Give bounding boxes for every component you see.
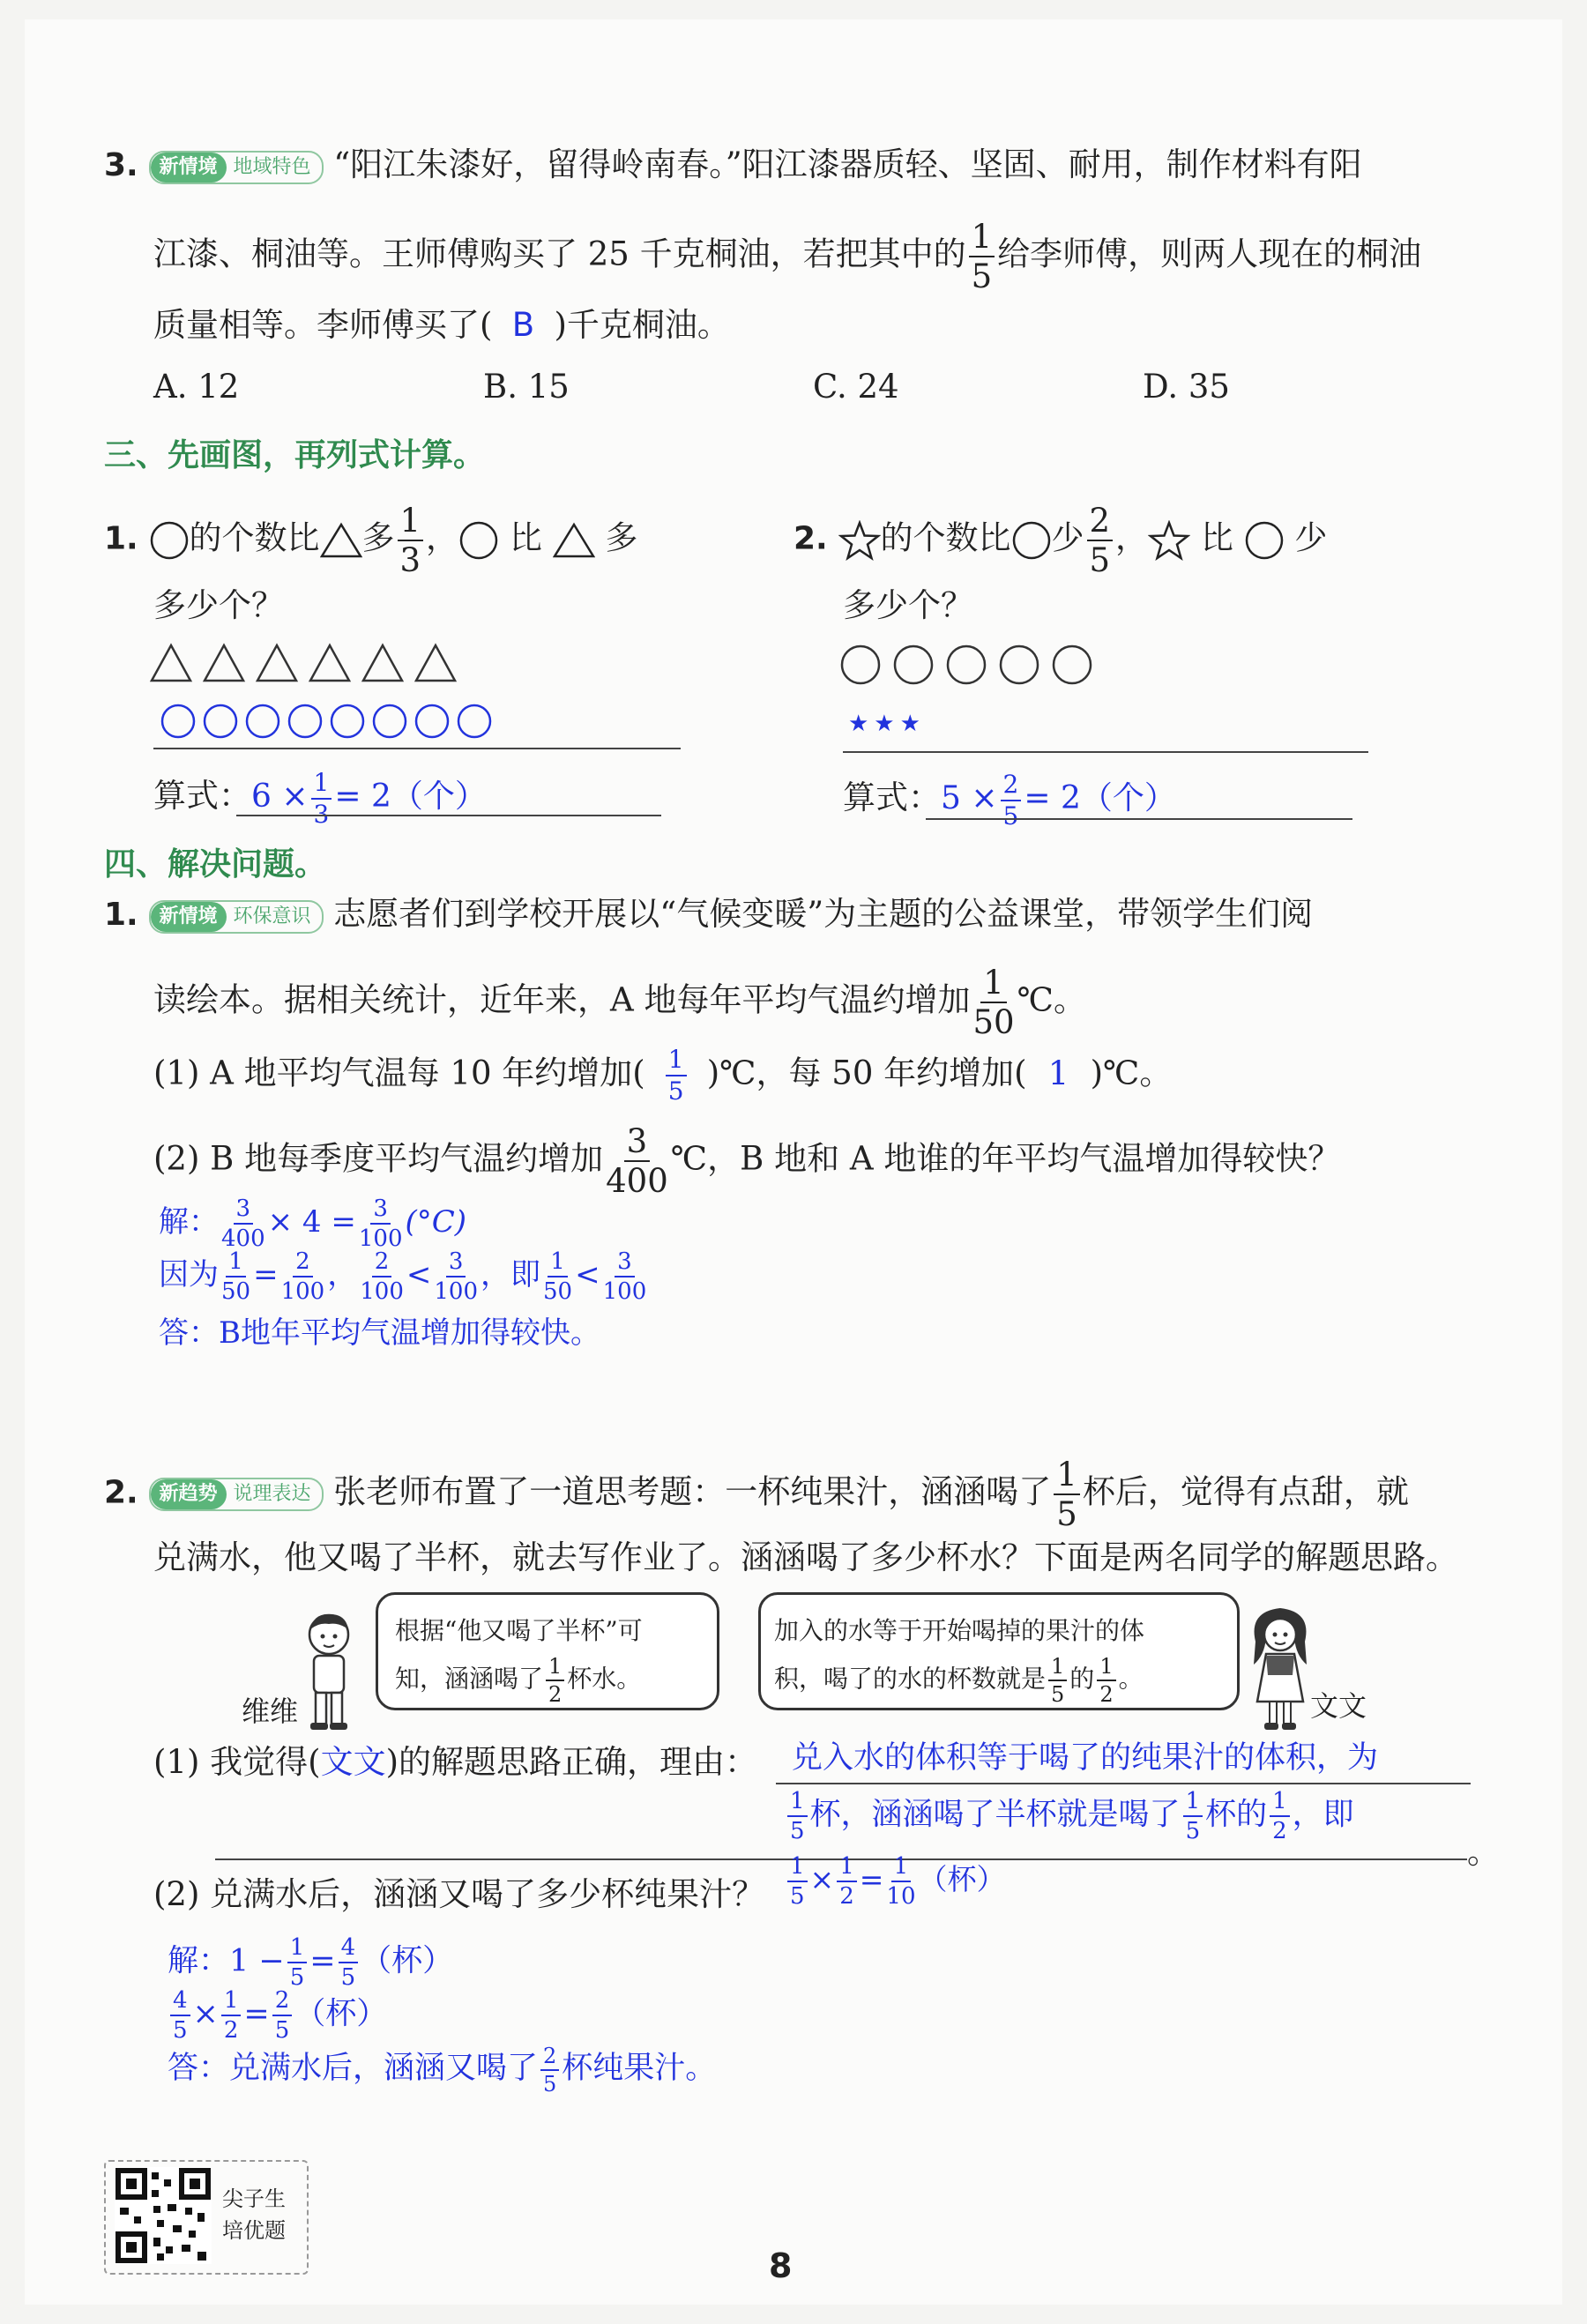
q42-solution-1: 解：1 − $\frac{1}{5}$ = $\frac{4}{5}$ （杯） bbox=[168, 1934, 454, 1991]
triangle-icon bbox=[205, 645, 243, 681]
circle-icon bbox=[1054, 646, 1091, 683]
q42-line2: 兑满水，他又喝了半杯，就去写作业了。涵涵喝了多少杯水？下面是两名同学的解题思路。 bbox=[153, 1538, 1458, 1576]
boy-illustration bbox=[300, 1610, 358, 1733]
circle-icon bbox=[149, 520, 190, 561]
p1-line1: 1. 的个数比 多 $\frac{1}{3}$ ， 比 多 bbox=[104, 502, 638, 579]
question-number: 3. bbox=[104, 147, 138, 183]
circle-icon bbox=[162, 705, 194, 737]
q42-reason-1: 兑入水的体积等于喝了的纯果汁的体积，为 bbox=[792, 1740, 1379, 1776]
p2-circles bbox=[839, 644, 1104, 688]
p2-stars: ★★★ bbox=[848, 711, 926, 737]
p1-draw-line bbox=[153, 748, 681, 749]
p2-line1: 2. 的个数比 少 $\frac{2}{5}$ ， 比 少 bbox=[794, 502, 1328, 579]
section-title-4: 四、解决问题。 bbox=[104, 846, 327, 883]
star-icon bbox=[1148, 520, 1190, 561]
answer-name: 文文 bbox=[320, 1743, 386, 1781]
q3-option-d: D. 35 bbox=[1143, 368, 1230, 406]
answer-value: 1 bbox=[1047, 1054, 1069, 1092]
q41-sub2: (2) B 地每季度平均气温约增加 $\frac{3}{400}$ ℃，B 地和 A 地谁的年平均气温增加得较快？ bbox=[153, 1122, 1341, 1200]
p1-line2: 多少个？ bbox=[153, 586, 284, 624]
name-left: 维维 bbox=[242, 1695, 299, 1728]
circle-icon bbox=[895, 646, 932, 683]
p1-circles bbox=[159, 702, 503, 742]
tag-new-trend: 新趋势 说理表达 bbox=[149, 1478, 324, 1511]
circle-icon bbox=[842, 646, 879, 683]
answer-choice: B bbox=[511, 306, 535, 344]
p1-formula: 算式：6 × $\frac{1}{3}$ = 2（个） bbox=[153, 768, 487, 829]
q3-line3: 质量相等。李师傅买了( B )千克桐油。 bbox=[153, 306, 730, 344]
q41-sub1: (1) A 地平均气温每 10 年约增加( $\frac{1}{5}$ )℃，每 50 年约增加( 1 )℃。 bbox=[153, 1045, 1173, 1106]
circle-icon bbox=[948, 646, 985, 683]
fraction: $\frac{1}{5}$ bbox=[969, 220, 995, 293]
circle-icon bbox=[205, 705, 236, 737]
q42-solution-2: $\frac{4}{5}$ × $\frac{1}{2}$ = $\frac{2}{5}$ （杯） bbox=[168, 1989, 387, 2042]
q3-option-a: A. 12 bbox=[153, 368, 240, 406]
q42-reason-3: $\frac{1}{5}$ × $\frac{1}{2}$ = $\frac{1}{10}$ （杯） bbox=[785, 1855, 1006, 1908]
circle-icon bbox=[374, 705, 406, 737]
period: 。 bbox=[1467, 1833, 1500, 1871]
tag-new-context: 新情境 环保意识 bbox=[149, 900, 324, 934]
triangle-icon bbox=[553, 522, 595, 559]
p1-formula-line bbox=[236, 815, 661, 816]
q41-line1: 1. 新情境 环保意识 志愿者们到学校开展以“气候变暖”为主题的公益课堂，带领学生们阅 bbox=[104, 895, 1314, 933]
triangle-icon bbox=[257, 645, 296, 681]
q42-sub1: (1) 我觉得(文文)的解题思路正确，理由： bbox=[153, 1743, 758, 1781]
bubble-right-line2: 积，喝了的水的杯数就是 $\frac{1}{5}$ 的 $\frac{1}{2}$ 。 bbox=[774, 1654, 1144, 1707]
reason-line-1 bbox=[776, 1783, 1471, 1784]
section-title-3: 三、先画图，再列式计算。 bbox=[104, 437, 486, 473]
q41-solution-1: 解： $\frac{3}{400}$ × 4 = $\frac{3}{100}$ (°C) bbox=[159, 1196, 467, 1252]
name-right: 文文 bbox=[1310, 1689, 1367, 1723]
girl-illustration bbox=[1243, 1603, 1317, 1735]
bubble-left-line1: 根据“他又喝了半杯”可 bbox=[395, 1616, 643, 1645]
p2-formula: 算式：5 × $\frac{2}{5}$ = 2（个） bbox=[843, 770, 1176, 831]
circle-icon bbox=[247, 705, 279, 737]
triangle-icon bbox=[152, 645, 190, 681]
bubble-left-line2: 知，涵涵喝了 $\frac{1}{2}$ 杯水。 bbox=[395, 1654, 642, 1707]
circle-icon bbox=[289, 705, 321, 737]
q3-option-b: B. 15 bbox=[483, 368, 570, 406]
triangle-icon bbox=[310, 645, 349, 681]
q42-reason-2: $\frac{1}{5}$ 杯，涵涵喝了半杯就是喝了 $\frac{1}{5}$ 杯的 $\frac{1}{2}$ ，即 bbox=[785, 1790, 1354, 1843]
triangle-icon bbox=[320, 522, 362, 559]
q3-line2: 江漆、桐油等。王师傅购买了 25 千克桐油，若把其中的 $\frac{1}{5}$ 给李师傅，则两人现在的桐油 bbox=[153, 218, 1422, 295]
qr-caption-2: 培优题 bbox=[222, 2218, 286, 2243]
circle-icon bbox=[458, 705, 490, 737]
circle-icon bbox=[1244, 520, 1285, 561]
triangle-icon bbox=[416, 645, 455, 681]
q3-option-c: C. 24 bbox=[813, 368, 899, 406]
circle-icon bbox=[1001, 646, 1038, 683]
triangle-icon bbox=[363, 645, 402, 681]
p2-line2: 多少个？ bbox=[843, 586, 973, 624]
circle-icon bbox=[1011, 520, 1052, 561]
p2-formula-line bbox=[926, 818, 1352, 820]
page-number: 8 bbox=[769, 2246, 793, 2285]
tag-new-context: 新情境 地域特色 bbox=[149, 151, 324, 184]
q41-answer: 答：B地年平均气温增加得较快。 bbox=[159, 1315, 600, 1351]
star-icon bbox=[838, 520, 881, 561]
bubble-right-line1: 加入的水等于开始喝掉的果汁的体 bbox=[774, 1616, 1145, 1645]
q42-line1: 2. 新趋势 说理表达 张老师布置了一道思考题：一杯纯果汁，涵涵喝了 $\frac{1}{5}$ 杯后，觉得有点甜，就 bbox=[104, 1456, 1409, 1533]
q41-line2: 读绘本。据相关统计，近年来，A 地每年平均气温约增加 $\frac{1}{50}$ ℃。 bbox=[153, 964, 1086, 1041]
qr-caption-1: 尖子生 bbox=[222, 2186, 286, 2211]
qr-code-icon[interactable] bbox=[115, 2167, 212, 2264]
circle-icon bbox=[332, 705, 363, 737]
q3-text-1: “阳江朱漆好，留得岭南春。”阳江漆器质轻、坚固、耐用，制作材料有阳 bbox=[333, 145, 1362, 183]
circle-icon bbox=[458, 520, 499, 561]
p2-draw-line bbox=[843, 751, 1368, 753]
q3-line1 bbox=[104, 145, 1362, 184]
circle-icon bbox=[416, 705, 448, 737]
p1-triangles bbox=[150, 642, 485, 686]
q41-solution-2: 因为 $\frac{1}{50}$ = $\frac{2}{100}$ ， $\frac{2}{100}$ < $\frac{3}{100}$ ，即 $\frac{1}{50}$ < $\frac{3}{100}$ bbox=[159, 1248, 647, 1305]
q42-answer: 答：兑满水后，涵涵又喝了 $\frac{2}{5}$ 杯纯果汁。 bbox=[168, 2043, 717, 2097]
q42-sub2: (2) 兑满水后，涵涵又喝了多少杯纯果汁？ bbox=[153, 1875, 765, 1913]
